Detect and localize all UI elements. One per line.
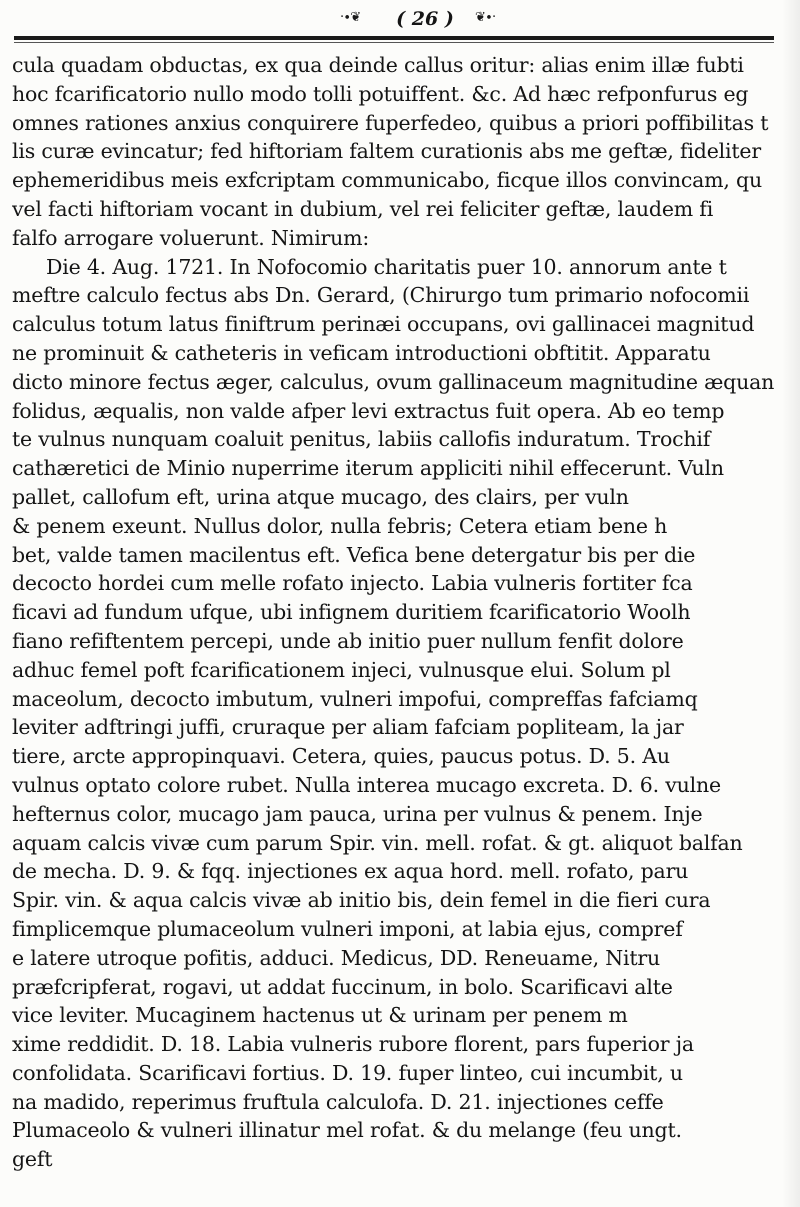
text-line: xime reddidit. D. 18. Labia vulneris rubore florent, pars fuperior ja [12,1032,694,1057]
text-line: Plumaceolo & vulneri illinatur mel rofat. & du melange (feu ungt. [12,1118,682,1143]
text-line: falfo arrogare voluerunt. Nimirum: [12,225,370,250]
text-line: bet, valde tamen macilentus eft. Vefica bene detergatur bis per die [12,542,696,567]
text-line: de mecha. D. 9. & fqq. injectiones ex aqua hord. mell. rofato, paru [12,859,689,884]
text-line: leviter adftringi juffi, cruraque per aliam fafciam popliteam, la jar [12,715,684,740]
text-line: folidus, æqualis, non valde afper levi extractus fuit opera. Ab eo temp [12,398,725,423]
text-line: maceolum, decocto imbutum, vulneri impofui, compreffas fafciamq [12,686,698,711]
text-line: pallet, callofum eft, urina atque mucago, des clairs, per vuln [12,484,629,509]
text-line: hefternus color, mucago jam pauca, urina per vulnus & penem. Inje [12,801,703,826]
header-ornament-left: ·∙❦ [340,10,361,25]
text-line: geft [12,1147,53,1172]
text-line: ephemeridibus meis exfcriptam communicabo, ficque illos convincam, qu [12,168,762,193]
text-line: fiano refiftentem percepi, unde ab initio puer nullum fenfit dolore [12,628,684,653]
text-line: vulnus optato colore rubet. Nulla interea mucago excreta. D. 6. vulne [12,772,721,797]
text-line: adhuc femel poft fcarificationem injeci, vulnusque elui. Solum pl [12,657,671,682]
text-line: cathæretici de Minio nuperrime iterum appliciti nihil effecerunt. Vuln [12,456,724,481]
text-line: cula quadam obductas, ex qua deinde callus oritur: alias enim illæ fubti [12,53,744,77]
text-line: Die 4. Aug. 1721. In Nofocomio charitatis puer 10. annorum ante t [46,254,727,279]
header-rule-thin [14,42,774,43]
text-line: lis curæ evincatur; fed hiftoriam faltem curationis abs me geftæ, fideliter [12,139,761,164]
page-header [0,8,800,30]
text-line: calculus totum latus finiftrum perinæi occupans, ovi gallinacei magnitud [12,312,755,337]
text-line: hoc fcarificatorio nullo modo tolli potuiffent. &c. Ad hæc refponfurus eg [12,81,749,106]
body-text [12,51,800,1174]
page-number: ( 26 ) [396,8,454,30]
text-line: meftre calculo fectus abs Dn. Gerard, (Chirurgo tum primario nofocomii [12,283,750,308]
text-line: decocto hordei cum melle rofato injecto. Labia vulneris fortiter fca [12,571,693,596]
text-line: ne prominuit & catheteris in veficam introductioni obftitit. Apparatu [12,340,711,365]
text-line: fimplicemque plumaceolum vulneri imponi, at labia ejus, compref [12,916,683,941]
text-line: e latere utroque pofitis, adduci. Medicus, DD. Reneuame, Nitru [12,945,660,970]
text-line: omnes rationes anxius conquirere fuperfedeo, quibus a priori poffibilitas t [12,110,769,135]
text-line: præfcripferat, rogavi, ut addat fuccinum, in bolo. Scarificavi alte [12,974,673,999]
page-edge-shadow [782,0,800,1207]
text-line: te vulnus nunquam coaluit penitus, labiis callofis induratum. Trochif [12,427,711,452]
text-line: confolidata. Scarificavi fortius. D. 19. fuper linteo, cui incumbit, u [12,1060,683,1085]
header-ornament-right: ❦∙· [475,10,496,25]
header-rule [14,36,774,40]
text-line: tiere, arcte appropinquavi. Cetera, quies, paucus potus. D. 5. Au [12,744,670,769]
text-line: & penem exeunt. Nullus dolor, nulla febris; Cetera etiam bene h [12,513,668,538]
text-line: na madido, reperimus fruftula calculofa. D. 21. injectiones ceffe [12,1089,664,1114]
text-line: vel facti hiftoriam vocant in dubium, vel rei feliciter geftæ, laudem fi [12,196,714,221]
text-line: Spir. vin. & aqua calcis vivæ ab initio bis, dein femel in die fieri cura [12,888,711,913]
text-line: vice leviter. Mucaginem hactenus ut & urinam per penem m [12,1003,628,1028]
text-line: dicto minore fectus æger, calculus, ovum gallinaceum magnitudine æquan [12,369,775,394]
text-line: ficavi ad fundum ufque, ubi infignem duritiem fcarificatorio Woolh [12,600,691,625]
text-line: aquam calcis vivæ cum parum Spir. vin. mell. rofat. & gt. aliquot balfan [12,830,743,855]
